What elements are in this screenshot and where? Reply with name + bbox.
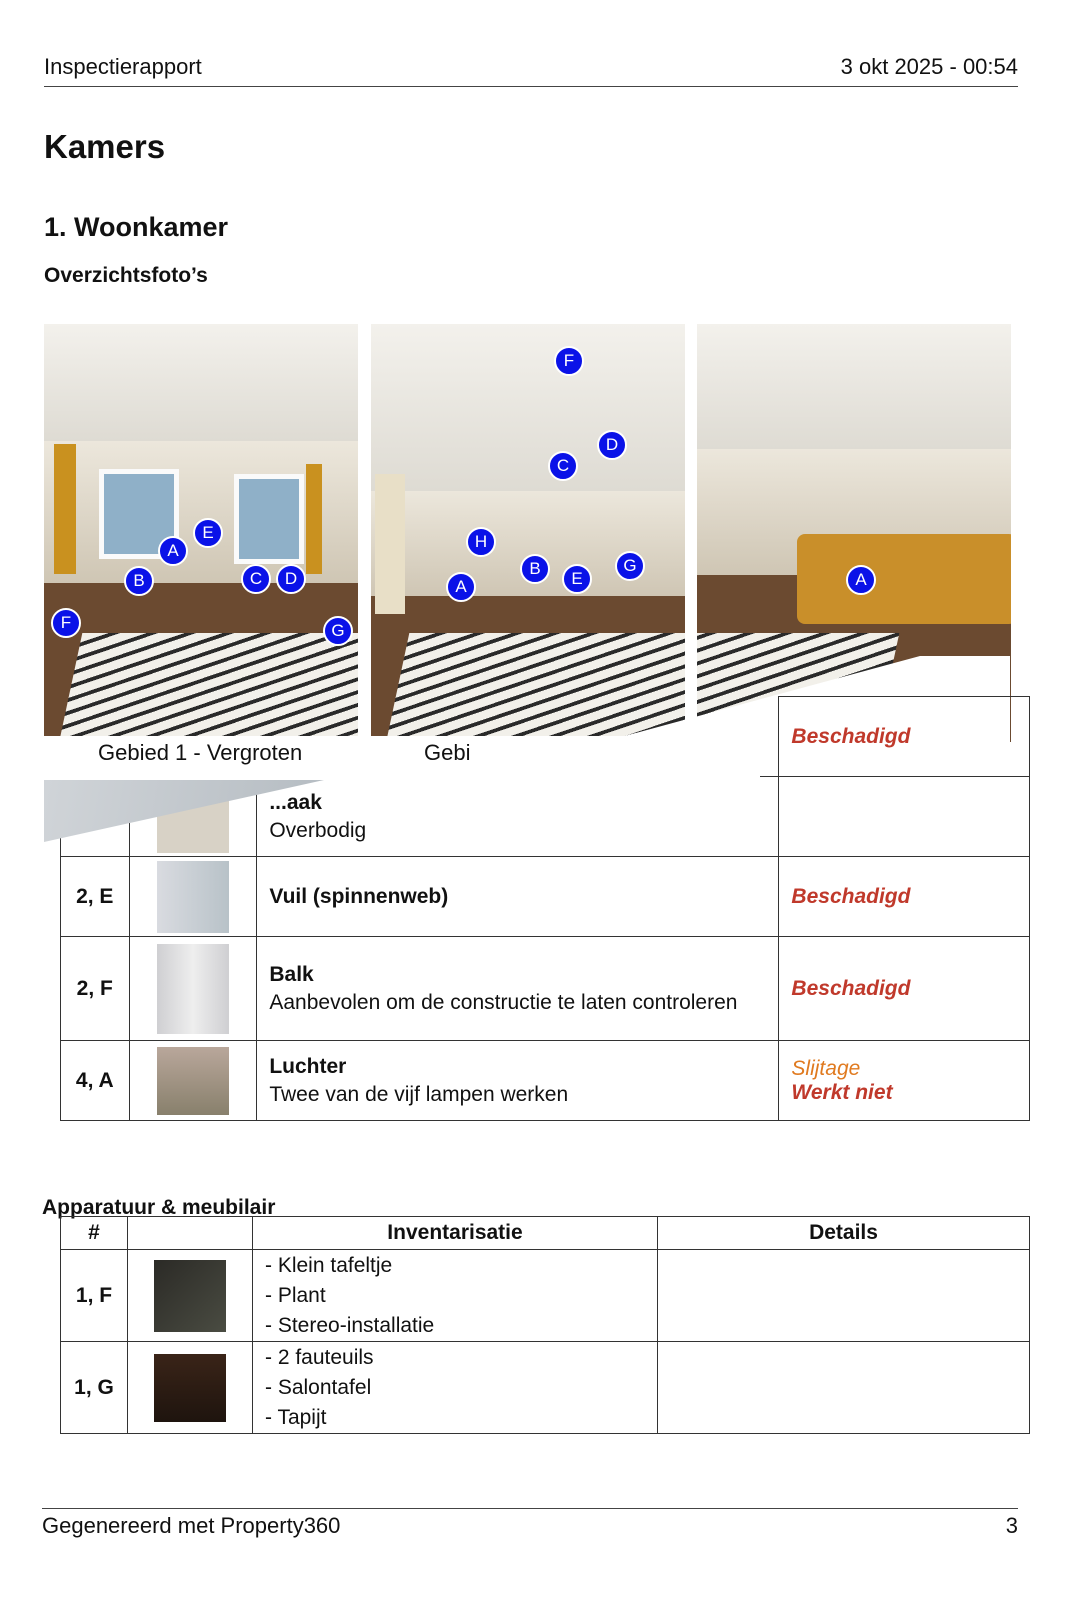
equipment-thumbnail[interactable] — [154, 1260, 226, 1332]
status-damaged: Beschadigd — [791, 976, 911, 1000]
report-title: Inspectierapport — [44, 54, 202, 79]
table-row — [61, 857, 1030, 937]
pin-h[interactable]: H — [466, 527, 496, 557]
status-wear: Slijtage — [791, 1056, 861, 1080]
pin-g[interactable]: G — [615, 551, 645, 581]
defect-thumbnail[interactable] — [157, 944, 229, 1034]
defect-title: Balk — [269, 962, 314, 986]
pin-d[interactable]: D — [597, 430, 627, 460]
defect-title: ...aak — [269, 790, 322, 814]
equipment-ref: 1, F — [61, 1250, 128, 1342]
pin-b[interactable]: B — [124, 566, 154, 596]
page-footer — [42, 1508, 1018, 1539]
pin-e[interactable]: E — [562, 564, 592, 594]
inventory-item: - 2 fauteuils — [265, 1345, 374, 1369]
pin-c[interactable]: C — [548, 451, 578, 481]
col-photo — [128, 1217, 253, 1250]
pin-b[interactable]: B — [520, 554, 550, 584]
inventory-item: - Salontafel — [265, 1375, 372, 1399]
table-header — [61, 1217, 1030, 1250]
pin-f[interactable]: F — [554, 346, 584, 376]
footer-generator: Gegenereerd met Property360 — [42, 1513, 341, 1538]
table-row — [61, 1041, 1030, 1121]
defect-thumbnail[interactable] — [157, 861, 229, 933]
photo-caption-2[interactable]: Gebi — [424, 740, 471, 762]
room-title: 1. Woonkamer — [44, 212, 229, 242]
inventory-item: - Tapijt — [265, 1405, 327, 1429]
report-datetime: 3 okt 2025 - 00:54 — [840, 54, 1018, 79]
pin-e[interactable]: E — [193, 518, 223, 548]
photos-heading: Overzichtsfoto’s — [44, 264, 208, 287]
page-header — [44, 54, 1018, 87]
equipment-thumbnail[interactable] — [154, 1354, 226, 1422]
col-details: Details — [658, 1217, 1030, 1250]
status-damaged: Beschadigd — [791, 884, 911, 908]
pin-a[interactable]: A — [446, 572, 476, 602]
pin-a[interactable]: A — [158, 536, 188, 566]
col-ref: # — [61, 1217, 128, 1250]
photo-caption-1[interactable]: Gebied 1 - Vergroten — [98, 740, 303, 765]
inventory-item: - Klein tafeltje — [265, 1253, 393, 1277]
pin-c[interactable]: C — [241, 564, 271, 594]
defect-description: Twee van de vijf lampen werken — [269, 1082, 569, 1106]
defect-thumbnail[interactable] — [157, 1047, 229, 1115]
defect-ref: 2, E — [61, 857, 130, 937]
pin-d[interactable]: D — [276, 564, 306, 594]
equipment-ref: 1, G — [61, 1342, 128, 1434]
table-row — [61, 1342, 1030, 1434]
status-not-working: Werkt niet — [791, 1080, 893, 1104]
section-title: Kamers — [44, 128, 166, 165]
col-inventory: Inventarisatie — [253, 1217, 658, 1250]
pin-a[interactable]: A — [846, 565, 876, 595]
equipment-heading: Apparatuur & meubilair — [42, 1196, 276, 1219]
table-row — [61, 1250, 1030, 1342]
defect-description: Overbodig — [269, 818, 367, 842]
inventory-item: - Plant — [265, 1283, 326, 1307]
overview-photo-1[interactable] — [44, 324, 358, 742]
equipment-details — [658, 1250, 1030, 1342]
overview-photo-2[interactable] — [371, 324, 685, 742]
pin-g[interactable]: G — [323, 616, 353, 646]
inventory-item: - Stereo-installatie — [265, 1313, 435, 1337]
table-row — [61, 937, 1030, 1041]
defect-ref: 2, F — [61, 937, 130, 1041]
equipment-table — [60, 1216, 1030, 1434]
pin-f[interactable]: F — [51, 608, 81, 638]
status-damaged: Beschadigd — [791, 724, 911, 748]
defect-description: Aanbevolen om de constructie te laten controleren — [269, 990, 738, 1014]
equipment-details — [658, 1342, 1030, 1434]
defect-title: Vuil (spinnenweb) — [269, 884, 449, 908]
defect-ref: 4, A — [61, 1041, 130, 1121]
defect-title: Luchter — [269, 1054, 347, 1078]
page-number: 3 — [1005, 1513, 1018, 1538]
